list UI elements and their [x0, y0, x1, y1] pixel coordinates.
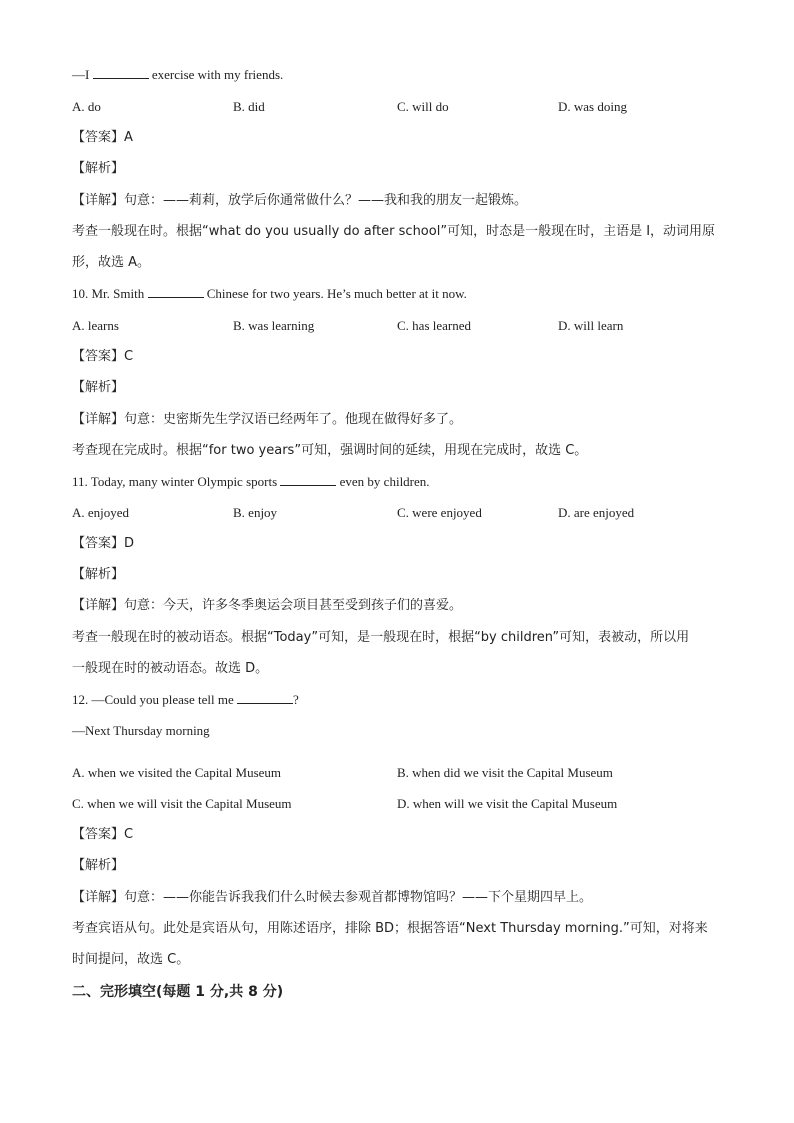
q11-analysis-label: 【解析】 — [72, 567, 125, 582]
q9-answer: 【答案】A — [72, 130, 133, 145]
q10-option-a: A. learns — [72, 318, 119, 333]
q10-stem-suffix: Chinese for two years. He’s much better at it now. — [206, 286, 467, 301]
q9-stem — [72, 66, 283, 84]
q10-option-d: D. will learn — [558, 318, 624, 333]
q9-option-b: B. did — [233, 99, 265, 114]
q12-explanation-line2: 时间提问，故选 C。 — [72, 952, 190, 967]
q10-blank — [148, 285, 204, 298]
q9-option-c: C. will do — [397, 99, 449, 114]
q12-explanation-line1: 考查宾语从句。此处是宾语从句，用陈述语序，排除 BD；根据答语“Next Thursday morning.”可知，对将来 — [72, 921, 708, 936]
q11-option-a: A. enjoyed — [72, 505, 130, 520]
q11-explanation-line2: 一般现在时的被动语态。故选 D。 — [72, 661, 269, 676]
q11-stem — [72, 473, 430, 491]
q12-blank — [237, 691, 293, 704]
q9-detail: 【详解】句意：——莉莉，放学后你通常做什么？——我和我的朋友一起锻炼。 — [72, 193, 528, 208]
q10-stem-prefix: 10. Mr. Smith — [72, 286, 145, 301]
q9-blank — [93, 66, 149, 79]
q10-option-b: B. was learning — [233, 318, 315, 333]
q11-option-c: C. were enjoyed — [397, 505, 482, 520]
q9-stem-prefix: —I — [72, 67, 90, 82]
q12-analysis-label: 【解析】 — [72, 858, 125, 873]
q10-stem — [72, 285, 467, 303]
q12-answer: 【答案】C — [72, 827, 134, 842]
q12-stem — [72, 691, 299, 709]
q12-detail: 【详解】句意：——你能告诉我我们什么时候去参观首都博物馆吗？——下个星期四早上。 — [72, 890, 593, 905]
q9-explanation-line2: 形，故选 A。 — [72, 255, 151, 270]
q11-option-d: D. are enjoyed — [558, 505, 635, 520]
q9-stem-suffix: exercise with my friends. — [151, 67, 284, 82]
q10-answer: 【答案】C — [72, 349, 134, 364]
q12-option-d: D. when will we visit the Capital Museum — [397, 796, 618, 811]
q11-explanation-line1: 考查一般现在时的被动语态。根据“Today”可知，是一般现在时，根据“by children”可知，表被动，所以用 — [72, 630, 690, 645]
q12-option-c: C. when we will visit the Capital Museum — [72, 796, 292, 811]
q10-analysis-label: 【解析】 — [72, 380, 125, 395]
q9-analysis-label: 【解析】 — [72, 161, 125, 176]
q12-stem-prefix: 12. —Could you please tell me — [72, 692, 234, 707]
q11-stem-prefix: 11. Today, many winter Olympic sports — [72, 474, 278, 489]
q11-blank — [280, 473, 336, 486]
q12-reply: —Next Thursday morning — [72, 723, 210, 738]
q9-option-a: A. do — [72, 99, 101, 114]
q10-option-c: C. has learned — [397, 318, 472, 333]
q12-stem-suffix: ? — [293, 692, 299, 707]
q10-explanation-line1: 考查现在完成时。根据“for two years”可知，强调时间的延续，用现在完成时，故选 C。 — [72, 443, 588, 458]
q9-explanation-line1: 考查一般现在时。根据“what do you usually do after school”可知，时态是一般现在时，主语是 I，动词用原 — [72, 224, 716, 239]
q11-detail: 【详解】句意：今天，许多冬季奥运会项目甚至受到孩子们的喜爱。 — [72, 598, 463, 613]
q12-option-a: A. when we visited the Capital Museum — [72, 765, 282, 780]
section-heading: 二、完形填空(每题 1 分,共 8 分) — [72, 984, 284, 1000]
q12-option-b: B. when did we visit the Capital Museum — [397, 765, 613, 780]
q9-option-d: D. was doing — [558, 99, 627, 114]
q11-option-b: B. enjoy — [233, 505, 278, 520]
q10-detail: 【详解】句意：史密斯先生学汉语已经两年了。他现在做得好多了。 — [72, 412, 463, 427]
q11-stem-suffix: even by children. — [339, 474, 430, 489]
q11-answer: 【答案】D — [72, 536, 135, 551]
